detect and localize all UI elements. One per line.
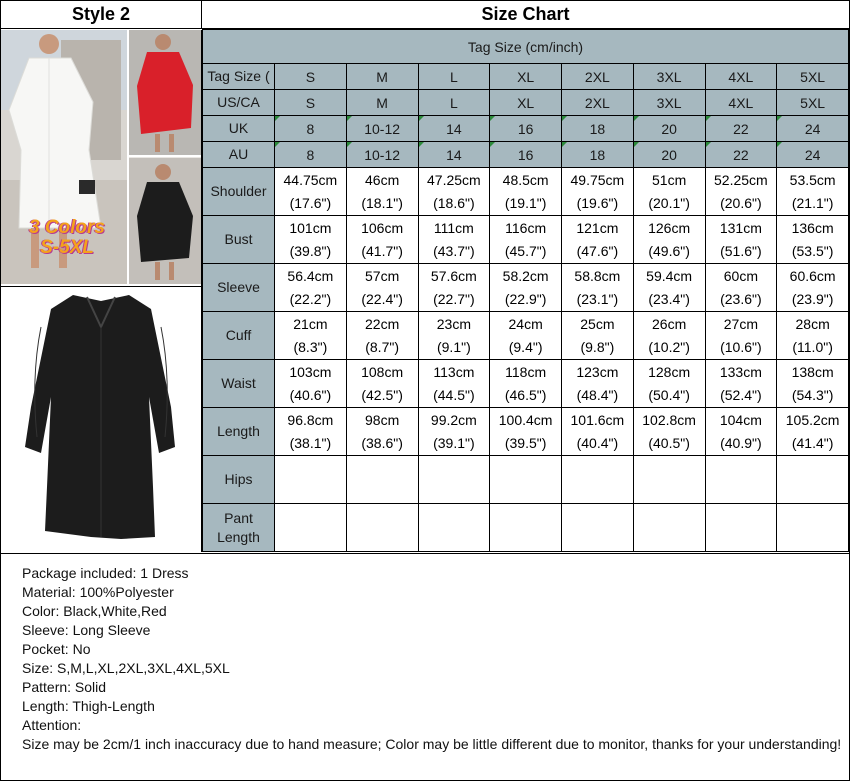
measurement-cell bbox=[705, 216, 777, 264]
inch-value: (8.7") bbox=[365, 339, 399, 355]
size-header: M bbox=[346, 64, 418, 90]
inch-value: (22.7") bbox=[433, 291, 475, 307]
inch-value: (46.5") bbox=[504, 387, 547, 403]
measurement-cell bbox=[633, 504, 705, 552]
cm-value: 123cm bbox=[576, 364, 619, 380]
measurement-row bbox=[203, 456, 849, 504]
measurement-cell bbox=[705, 504, 777, 552]
au-size: 8 bbox=[275, 142, 347, 168]
measurement-row bbox=[203, 360, 849, 408]
measurement-cell bbox=[562, 504, 634, 552]
info-line: Color: Black,White,Red bbox=[22, 603, 167, 619]
measurement-cell bbox=[705, 408, 777, 456]
measurement-cell bbox=[418, 360, 490, 408]
au-size: 22 bbox=[705, 142, 777, 168]
black-dress-photo bbox=[1, 286, 201, 553]
us-size: M bbox=[346, 90, 418, 116]
measurement-row bbox=[203, 168, 849, 216]
measurement-cell bbox=[705, 312, 777, 360]
measurement-cell bbox=[777, 168, 849, 216]
promo-badge bbox=[7, 218, 127, 258]
measurements-body bbox=[203, 168, 849, 552]
cm-value: 108cm bbox=[361, 364, 404, 380]
product-photos bbox=[1, 30, 202, 552]
cm-value: 58.8cm bbox=[574, 268, 621, 284]
cm-value: 136cm bbox=[791, 220, 834, 236]
inch-value: (51.6") bbox=[720, 243, 762, 259]
inch-value: (39.1") bbox=[433, 435, 475, 451]
cm-value: 128cm bbox=[648, 364, 691, 380]
inch-value: (43.7") bbox=[433, 243, 475, 259]
tag-size-label: Tag Size ( bbox=[203, 64, 275, 90]
measurement-cell bbox=[418, 168, 490, 216]
inch-value: (23.4") bbox=[648, 291, 690, 307]
cm-value: 126cm bbox=[648, 220, 691, 236]
measurement-cell bbox=[346, 216, 418, 264]
cm-value: 44.75cm bbox=[283, 172, 338, 188]
measurement-cell bbox=[777, 360, 849, 408]
measurement-cell bbox=[633, 408, 705, 456]
cm-value: 59.4cm bbox=[646, 268, 693, 284]
measurement-cell bbox=[562, 360, 634, 408]
model-photo-collage bbox=[1, 30, 201, 284]
cm-value: 133cm bbox=[719, 364, 762, 380]
inch-value: (18.6") bbox=[433, 195, 475, 211]
measurement-cell bbox=[346, 456, 418, 504]
uk-size: 18 bbox=[562, 116, 634, 142]
cm-value: 101cm bbox=[289, 220, 332, 236]
au-size: 10-12 bbox=[346, 142, 418, 168]
us-size-row bbox=[203, 90, 849, 116]
measurement-cell bbox=[777, 408, 849, 456]
measurement-cell bbox=[777, 312, 849, 360]
measurement-cell bbox=[418, 264, 490, 312]
cm-value: 27cm bbox=[723, 316, 758, 332]
measurement-cell bbox=[562, 408, 634, 456]
inch-value: (19.6") bbox=[576, 195, 619, 211]
cm-value: 51cm bbox=[652, 172, 687, 188]
measurement-cell bbox=[418, 408, 490, 456]
inch-value: (40.9") bbox=[720, 435, 762, 451]
promo-colors-text: 3 Colors bbox=[28, 217, 106, 238]
inch-value: (45.7") bbox=[504, 243, 547, 259]
cm-value: 24cm bbox=[508, 316, 543, 332]
info-line: Package included: 1 Dress bbox=[22, 565, 189, 581]
inch-value: (20.1") bbox=[648, 195, 690, 211]
info-line: Attention: bbox=[22, 717, 82, 733]
cm-value: 116cm bbox=[505, 220, 547, 236]
cm-value: 48.5cm bbox=[502, 172, 549, 188]
style-title: Style 2 bbox=[1, 1, 202, 29]
uk-size: 14 bbox=[418, 116, 490, 142]
inch-value: (23.9") bbox=[791, 291, 834, 307]
au-size: 14 bbox=[418, 142, 490, 168]
measurement-cell bbox=[777, 456, 849, 504]
product-info bbox=[1, 553, 849, 780]
cm-value: 111cm bbox=[433, 220, 474, 236]
au-size: 20 bbox=[633, 142, 705, 168]
au-label: AU bbox=[203, 142, 275, 168]
size-header: L bbox=[418, 64, 490, 90]
cm-value: 53.5cm bbox=[789, 172, 836, 188]
measurement-cell bbox=[275, 360, 347, 408]
cm-value: 26cm bbox=[652, 316, 687, 332]
cm-value: 52.25cm bbox=[714, 172, 768, 188]
inch-value: (53.5") bbox=[791, 243, 834, 259]
measurement-cell bbox=[490, 168, 562, 216]
measurement-cell bbox=[633, 360, 705, 408]
inch-value: (22.2") bbox=[289, 291, 332, 307]
cm-value: 58.2cm bbox=[502, 268, 549, 284]
inch-value: (20.6") bbox=[720, 195, 762, 211]
inch-value: (23.1") bbox=[576, 291, 619, 307]
uk-size: 8 bbox=[275, 116, 347, 142]
cm-value: 103cm bbox=[289, 364, 332, 380]
cm-value: 99.2cm bbox=[430, 412, 477, 428]
size-header: S bbox=[275, 64, 347, 90]
inch-value: (18.1") bbox=[361, 195, 403, 211]
measurement-cell bbox=[418, 216, 490, 264]
cm-value: 98cm bbox=[365, 412, 400, 428]
inch-value: (40.5") bbox=[648, 435, 690, 451]
measurement-cell bbox=[633, 216, 705, 264]
info-line: Pocket: No bbox=[22, 641, 91, 657]
cm-value: 28cm bbox=[795, 316, 830, 332]
measurement-cell bbox=[346, 360, 418, 408]
inch-value: (47.6") bbox=[576, 243, 619, 259]
measurement-cell bbox=[490, 504, 562, 552]
uk-size-row bbox=[203, 116, 849, 142]
measurement-cell bbox=[275, 264, 347, 312]
inch-value: (9.8") bbox=[580, 339, 615, 355]
measurement-cell bbox=[346, 504, 418, 552]
measurement-cell bbox=[562, 216, 634, 264]
measurement-cell bbox=[275, 168, 347, 216]
cm-value: 105.2cm bbox=[785, 412, 840, 428]
measurement-cell bbox=[275, 408, 347, 456]
uk-size: 22 bbox=[705, 116, 777, 142]
cm-value: 46cm bbox=[365, 172, 400, 188]
measurement-cell bbox=[275, 504, 347, 552]
measurement-label: Sleeve bbox=[203, 264, 275, 312]
inch-value: (8.3") bbox=[293, 339, 328, 355]
cm-value: 49.75cm bbox=[570, 172, 625, 188]
measurement-row bbox=[203, 408, 849, 456]
measurement-cell bbox=[275, 456, 347, 504]
us-label: US/CA bbox=[203, 90, 275, 116]
promo-sizes-text: S-5XL bbox=[40, 237, 94, 258]
cm-value: 60cm bbox=[723, 268, 758, 284]
cm-value: 101.6cm bbox=[570, 412, 625, 428]
size-header: 5XL bbox=[777, 64, 849, 90]
cm-value: 121cm bbox=[576, 220, 619, 236]
measurement-cell bbox=[633, 456, 705, 504]
us-size: 5XL bbox=[777, 90, 849, 116]
au-size-row bbox=[203, 142, 849, 168]
cm-value: 96.8cm bbox=[287, 412, 334, 428]
uk-size: 20 bbox=[633, 116, 705, 142]
inch-value: (10.2") bbox=[648, 339, 690, 355]
inch-value: (41.7") bbox=[361, 243, 403, 259]
size-header: 3XL bbox=[633, 64, 705, 90]
measurement-cell bbox=[275, 216, 347, 264]
au-size: 24 bbox=[777, 142, 849, 168]
inch-value: (22.4") bbox=[361, 291, 403, 307]
inch-value: (54.3") bbox=[791, 387, 834, 403]
inch-value: (39.5") bbox=[504, 435, 547, 451]
cm-value: 47.25cm bbox=[427, 172, 481, 188]
uk-size: 24 bbox=[777, 116, 849, 142]
measurement-cell bbox=[633, 264, 705, 312]
au-size: 18 bbox=[562, 142, 634, 168]
cm-value: 22cm bbox=[365, 316, 400, 332]
measurement-label: Pant Length bbox=[203, 504, 275, 552]
inch-value: (41.4") bbox=[791, 435, 834, 451]
cm-value: 23cm bbox=[436, 316, 471, 332]
inch-value: (48.4") bbox=[576, 387, 619, 403]
size-header: XL bbox=[490, 64, 562, 90]
inch-value: (9.1") bbox=[436, 339, 471, 355]
cm-value: 131cm bbox=[719, 220, 762, 236]
measurement-cell bbox=[490, 216, 562, 264]
us-size: L bbox=[418, 90, 490, 116]
measurement-cell bbox=[346, 264, 418, 312]
measurement-cell bbox=[705, 360, 777, 408]
uk-label: UK bbox=[203, 116, 275, 142]
measurement-cell bbox=[346, 408, 418, 456]
au-size: 16 bbox=[490, 142, 562, 168]
measurement-label: Hips bbox=[203, 456, 275, 504]
inch-value: (44.5") bbox=[433, 387, 475, 403]
measurement-row bbox=[203, 504, 849, 552]
inch-value: (49.6") bbox=[648, 243, 690, 259]
measurement-cell bbox=[490, 360, 562, 408]
measurement-cell bbox=[490, 312, 562, 360]
us-size: 3XL bbox=[633, 90, 705, 116]
measurement-cell bbox=[346, 168, 418, 216]
measurement-cell bbox=[633, 312, 705, 360]
cm-value: 100.4cm bbox=[498, 412, 553, 428]
inch-value: (21.1") bbox=[791, 195, 834, 211]
measurement-cell bbox=[777, 216, 849, 264]
cm-value: 21cm bbox=[293, 316, 328, 332]
measurement-cell bbox=[705, 264, 777, 312]
uk-size: 16 bbox=[490, 116, 562, 142]
measurement-cell bbox=[418, 504, 490, 552]
measurement-cell bbox=[275, 312, 347, 360]
measurement-cell bbox=[346, 312, 418, 360]
info-line: Length: Thigh-Length bbox=[22, 698, 155, 714]
measurement-cell bbox=[777, 504, 849, 552]
uk-size: 10-12 bbox=[346, 116, 418, 142]
measurement-cell bbox=[777, 264, 849, 312]
us-size: 4XL bbox=[705, 90, 777, 116]
inch-value: (40.4") bbox=[576, 435, 619, 451]
measurement-cell bbox=[490, 264, 562, 312]
size-chart-title: Size Chart bbox=[202, 1, 849, 29]
info-line: Size: S,M,L,XL,2XL,3XL,4XL,5XL bbox=[22, 660, 230, 676]
measurement-row bbox=[203, 264, 849, 312]
measurement-cell bbox=[705, 168, 777, 216]
cm-value: 106cm bbox=[361, 220, 404, 236]
inch-value: (19.1") bbox=[504, 195, 547, 211]
cm-value: 113cm bbox=[433, 364, 475, 380]
inch-value: (50.4") bbox=[648, 387, 690, 403]
cm-value: 118cm bbox=[505, 364, 547, 380]
measurement-cell bbox=[418, 312, 490, 360]
cm-value: 57cm bbox=[365, 268, 400, 284]
measurement-cell bbox=[705, 456, 777, 504]
measurement-label: Cuff bbox=[203, 312, 275, 360]
cm-value: 25cm bbox=[580, 316, 615, 332]
measurement-row bbox=[203, 216, 849, 264]
cm-value: 104cm bbox=[719, 412, 762, 428]
size-header-row bbox=[203, 64, 849, 90]
info-line: Pattern: Solid bbox=[22, 679, 107, 695]
black-dress-image bbox=[1, 287, 201, 553]
info-line: Material: 100%Polyester bbox=[22, 584, 174, 600]
inch-value: (22.9") bbox=[504, 291, 547, 307]
cm-value: 102.8cm bbox=[642, 412, 696, 428]
cm-value: 56.4cm bbox=[287, 268, 334, 284]
measurement-cell bbox=[633, 168, 705, 216]
cm-value: 57.6cm bbox=[430, 268, 477, 284]
inch-value: (38.1") bbox=[289, 435, 332, 451]
measurement-row bbox=[203, 312, 849, 360]
inch-value: (9.4") bbox=[508, 339, 543, 355]
inch-value: (42.5") bbox=[361, 387, 403, 403]
measurement-cell bbox=[490, 408, 562, 456]
us-size: XL bbox=[490, 90, 562, 116]
inch-value: (11.0") bbox=[792, 339, 833, 355]
size-header: 4XL bbox=[705, 64, 777, 90]
attention-text: Size may be 2cm/1 inch inaccuracy due to hand measure; Color may be little different due to monitor, thanks for your understanding! bbox=[22, 736, 842, 752]
cm-value: 60.6cm bbox=[789, 268, 836, 284]
cm-value: 138cm bbox=[791, 364, 834, 380]
us-size: 2XL bbox=[562, 90, 634, 116]
measurement-cell bbox=[562, 168, 634, 216]
measurement-cell bbox=[562, 456, 634, 504]
tag-size-subheader: Tag Size (cm/inch) bbox=[203, 30, 849, 64]
inch-value: (23.6") bbox=[720, 291, 762, 307]
size-header: 2XL bbox=[562, 64, 634, 90]
measurement-label: Waist bbox=[203, 360, 275, 408]
measurement-cell bbox=[418, 456, 490, 504]
us-size: S bbox=[275, 90, 347, 116]
inch-value: (17.6") bbox=[289, 195, 332, 211]
inch-value: (38.6") bbox=[361, 435, 403, 451]
measurement-label: Bust bbox=[203, 216, 275, 264]
size-chart-table bbox=[202, 29, 849, 552]
inch-value: (52.4") bbox=[720, 387, 762, 403]
inch-value: (10.6") bbox=[720, 339, 762, 355]
inch-value: (39.8") bbox=[289, 243, 332, 259]
measurement-label: Shoulder bbox=[203, 168, 275, 216]
measurement-label: Length bbox=[203, 408, 275, 456]
measurement-cell bbox=[562, 264, 634, 312]
info-line: Sleeve: Long Sleeve bbox=[22, 622, 151, 638]
inch-value: (40.6") bbox=[289, 387, 332, 403]
measurement-cell bbox=[490, 456, 562, 504]
measurement-cell bbox=[562, 312, 634, 360]
